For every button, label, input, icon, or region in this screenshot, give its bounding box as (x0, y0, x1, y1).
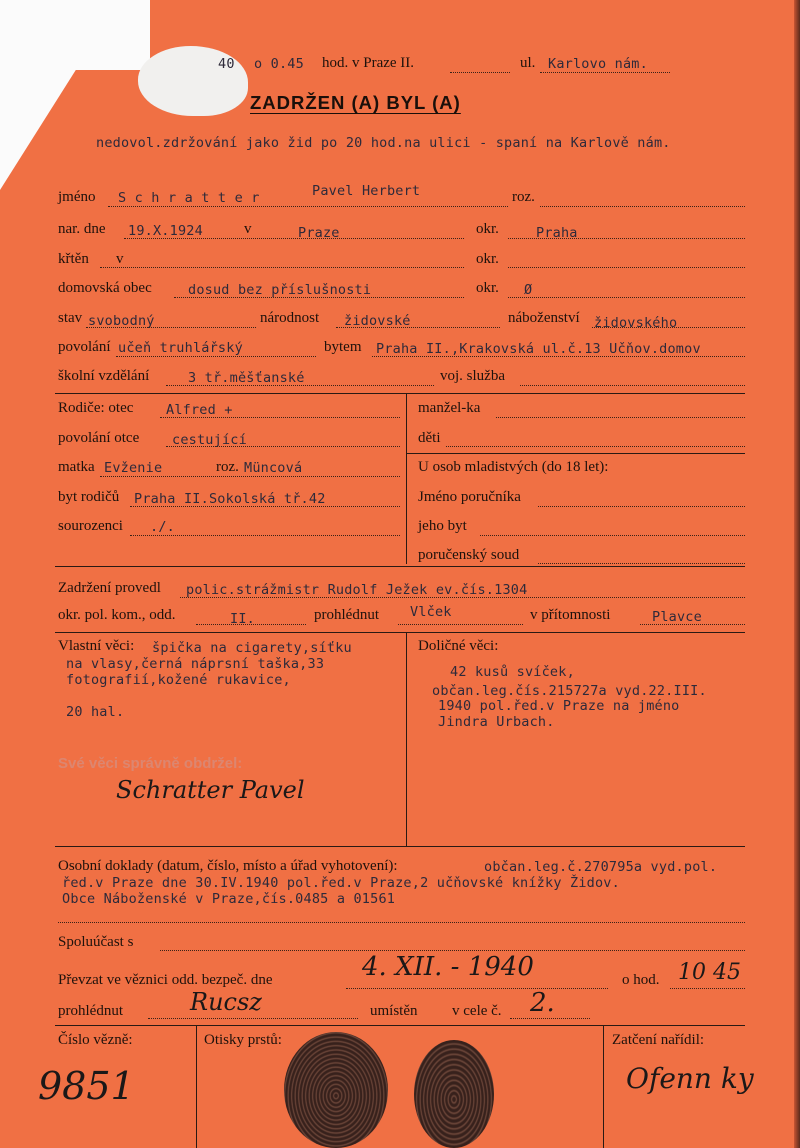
v-cele-label: v cele č. (452, 1003, 502, 1019)
given-names-value: Pavel Herbert (312, 183, 421, 199)
dolicne-veci-line4: Jindra Urbach. (438, 714, 555, 730)
matka-roz-value: Müncová (244, 460, 303, 476)
cislo-vezne-label: Číslo vězně: (58, 1032, 133, 1048)
dotted-line (346, 988, 608, 989)
dotted-line (196, 624, 306, 625)
roz-label: roz. (512, 189, 535, 205)
section-divider (55, 1025, 745, 1026)
street-value: Karlovo nám. (548, 56, 648, 72)
dotted-line (166, 446, 400, 447)
dotted-line (130, 535, 400, 536)
sourozenci-label: sourozenci (58, 518, 123, 534)
dotted-line (116, 356, 316, 357)
dolicne-veci-line1: 42 kusů svíček, (450, 664, 575, 680)
dotted-line (124, 238, 464, 239)
krten-label: křtěn (58, 251, 89, 267)
dotted-line (166, 385, 434, 386)
domovska-obec-label: domovská obec (58, 280, 152, 296)
dotted-line (538, 563, 745, 564)
dotted-line (148, 1018, 358, 1019)
dolicne-veci-line2: občan.leg.čís.215727a vyd.22.III. (432, 683, 707, 699)
column-divider (406, 394, 407, 564)
arrest-reason: nedovol.zdržování jako žid po 20 hod.na ulici - spaní na Karlově nám. (96, 135, 671, 151)
dotted-line (670, 988, 745, 989)
dotted-line (540, 206, 745, 207)
manzel-label: manžel-ka (418, 400, 481, 416)
birth-okr-value: Praha (536, 225, 578, 241)
spoluucast-label: Spoluúčast s (58, 934, 134, 950)
krten-v-label: v (116, 251, 124, 267)
otisky-prstu-label: Otisky prstů: (204, 1032, 282, 1048)
fingerprint-1 (284, 1032, 388, 1148)
porucnik-label: Jméno poručníka (418, 489, 521, 505)
section-divider (55, 393, 745, 394)
dotted-line (180, 597, 745, 598)
arrest-time: o 0.45 (254, 56, 304, 72)
dotted-line (160, 950, 745, 951)
prevzat-label: Převzat ve věznici odd. bezpeč. dne (58, 972, 273, 988)
narodnost-value: židovské (344, 313, 411, 329)
dotted-line (446, 446, 745, 447)
birth-date-value: 19.X.1924 (128, 223, 203, 239)
dotted-line (540, 72, 670, 73)
dotted-line (510, 1018, 590, 1019)
matka-value: Evženie (104, 460, 163, 476)
torn-corner (0, 0, 120, 190)
cislo-vezne-value: 9851 (38, 1064, 135, 1108)
porucensky-soud-label: poručenský soud (418, 547, 520, 563)
dotted-line (520, 385, 745, 386)
signature-schratter: Schratter Pavel (116, 776, 305, 804)
prevzat-date: 4. XII. - 1940 (362, 952, 534, 982)
okr-kom-label: okr. pol. kom., odd. (58, 607, 176, 623)
minor-section-divider (407, 453, 745, 454)
o-hod-label: o hod. (622, 972, 660, 988)
prohlednut-signature: Rucsz (190, 988, 262, 1016)
dotted-line (108, 206, 508, 207)
dotted-line (160, 417, 400, 418)
dom-okr-value: Ø (524, 282, 533, 298)
jmeno-label: jméno (58, 189, 96, 205)
pritomnosti-label: v přítomnosti (530, 607, 611, 623)
otec-value: Alfred + (166, 402, 233, 418)
hod-praze-label: hod. v Praze II. (322, 55, 415, 71)
vlastni-veci-line1: špička na cigarety,síťku (152, 640, 352, 656)
dotted-line (592, 327, 745, 328)
dotted-line (100, 476, 400, 477)
scan-edge-shadow (794, 0, 800, 1148)
domovska-obec-value: dosud bez příslušnosti (188, 282, 372, 298)
nar-label: nar. dne (58, 221, 106, 237)
dotted-line (58, 922, 745, 923)
okr-kom-value: II. (230, 611, 255, 627)
provedl-label: Zadržení provedl (58, 580, 161, 596)
column-divider (196, 1026, 197, 1148)
pritomnosti-value: Plavce (652, 609, 702, 625)
matka-roz-label: roz. (216, 459, 239, 475)
section-divider (55, 632, 745, 633)
deti-label: děti (418, 430, 441, 446)
stav-value: svobodný (88, 313, 155, 329)
ul-label: ul. (520, 55, 536, 71)
section-divider (55, 566, 745, 567)
dotted-line (496, 417, 745, 418)
section-divider (55, 846, 745, 847)
dolicne-veci-line3: 1940 pol.řed.v Praze na jméno (438, 698, 680, 714)
dom-okr-label: okr. (476, 280, 499, 296)
stav-label: stav (58, 310, 83, 326)
doklady-line1: občan.leg.č.270795a vyd.pol. (484, 859, 718, 875)
dotted-line (398, 624, 523, 625)
dotted-line (450, 72, 510, 73)
fingerprint-2 (414, 1040, 494, 1148)
time-prefix: 40 (218, 56, 235, 72)
v-label: v (244, 221, 252, 237)
provedl-value: polic.strážmistr Rudolf Ježek ev.čís.1304 (186, 582, 528, 598)
prohlednut-value: Vlček (410, 604, 452, 620)
mladistvi-label: U osob mladistvých (do 18 let): (418, 459, 609, 475)
vlastni-veci-line2: na vlasy,černá náprsní taška,33 (66, 656, 325, 672)
vlastni-veci-line3: fotografií,kožené rukavice, (66, 672, 291, 688)
zatceni-signature: Ofenn ky (626, 1062, 754, 1095)
jeho-byt-label: jeho byt (418, 518, 467, 534)
hod-value: 10 45 (678, 960, 741, 985)
cela-value: 2. (530, 988, 555, 1018)
nabozenstvi-value: židovského (594, 315, 678, 331)
narodnost-label: národnost (260, 310, 320, 326)
povolani-otce-label: povolání otce (58, 430, 140, 446)
doklady-line2: řed.v Praze dne 30.IV.1940 pol.řed.v Praze,2 učňovské knížky Židov. (62, 875, 620, 891)
povolani-label: povolání (58, 339, 111, 355)
dotted-line (538, 506, 745, 507)
rodice-otec-label: Rodiče: otec (58, 400, 134, 416)
column-divider (406, 633, 407, 846)
dotted-line (508, 238, 745, 239)
column-divider (603, 1026, 604, 1148)
obdrzel-stamp: Své věci správně obdržel: (58, 755, 243, 772)
matka-label: matka (58, 459, 95, 475)
dotted-line (640, 624, 745, 625)
birth-place-value: Praze (298, 225, 340, 241)
dotted-line (174, 297, 464, 298)
umisten-label: umístěn (370, 1003, 418, 1019)
dotted-line (480, 535, 745, 536)
okr-label: okr. (476, 221, 499, 237)
dotted-line (372, 356, 745, 357)
dotted-line (86, 327, 256, 328)
dolicne-veci-label: Doličné věci: (418, 638, 499, 654)
sourozenci-value: ./. (150, 519, 175, 535)
dotted-line (508, 297, 745, 298)
prohlednut-footer-label: prohlédnut (58, 1003, 123, 1019)
dotted-line (336, 327, 500, 328)
dotted-line (130, 506, 400, 507)
skolni-vzdelani-label: školní vzdělání (58, 368, 150, 384)
povolani-value: učeň truhlářský (118, 340, 243, 356)
vlastni-veci-line4: 20 hal. (66, 704, 125, 720)
zatceni-naridil-label: Zatčení nařídil: (612, 1032, 705, 1048)
byt-rodicu-label: byt rodičů (58, 489, 120, 505)
bytem-label: bytem (324, 339, 362, 355)
krten-okr-label: okr. (476, 251, 499, 267)
surname-value: S c h r a t t e r (118, 190, 260, 206)
povolani-otce-value: cestující (172, 432, 247, 448)
dotted-line (508, 267, 745, 268)
vlastni-veci-label: Vlastní věci: (58, 638, 135, 654)
doklady-line3: Obce Náboženské v Praze,čís.0485 a 01561 (62, 891, 396, 907)
nabozenstvi-label: náboženství (508, 310, 580, 326)
prohlednut-label: prohlédnut (314, 607, 379, 623)
byt-rodicu-value: Praha II.Sokolská tř.42 (134, 491, 326, 507)
bytem-value: Praha II.,Krakovská ul.č.13 Učňov.domov (376, 341, 701, 357)
form-title: ZADRŽEN (A) BYL (A) (250, 92, 461, 113)
osobni-doklady-label: Osobní doklady (datum, číslo, místo a úřad vyhotovení): (58, 858, 398, 874)
dotted-line (100, 267, 464, 268)
skolni-vzdelani-value: 3 tř.měšťanské (188, 370, 305, 386)
voj-sluzba-label: voj. služba (440, 368, 505, 384)
